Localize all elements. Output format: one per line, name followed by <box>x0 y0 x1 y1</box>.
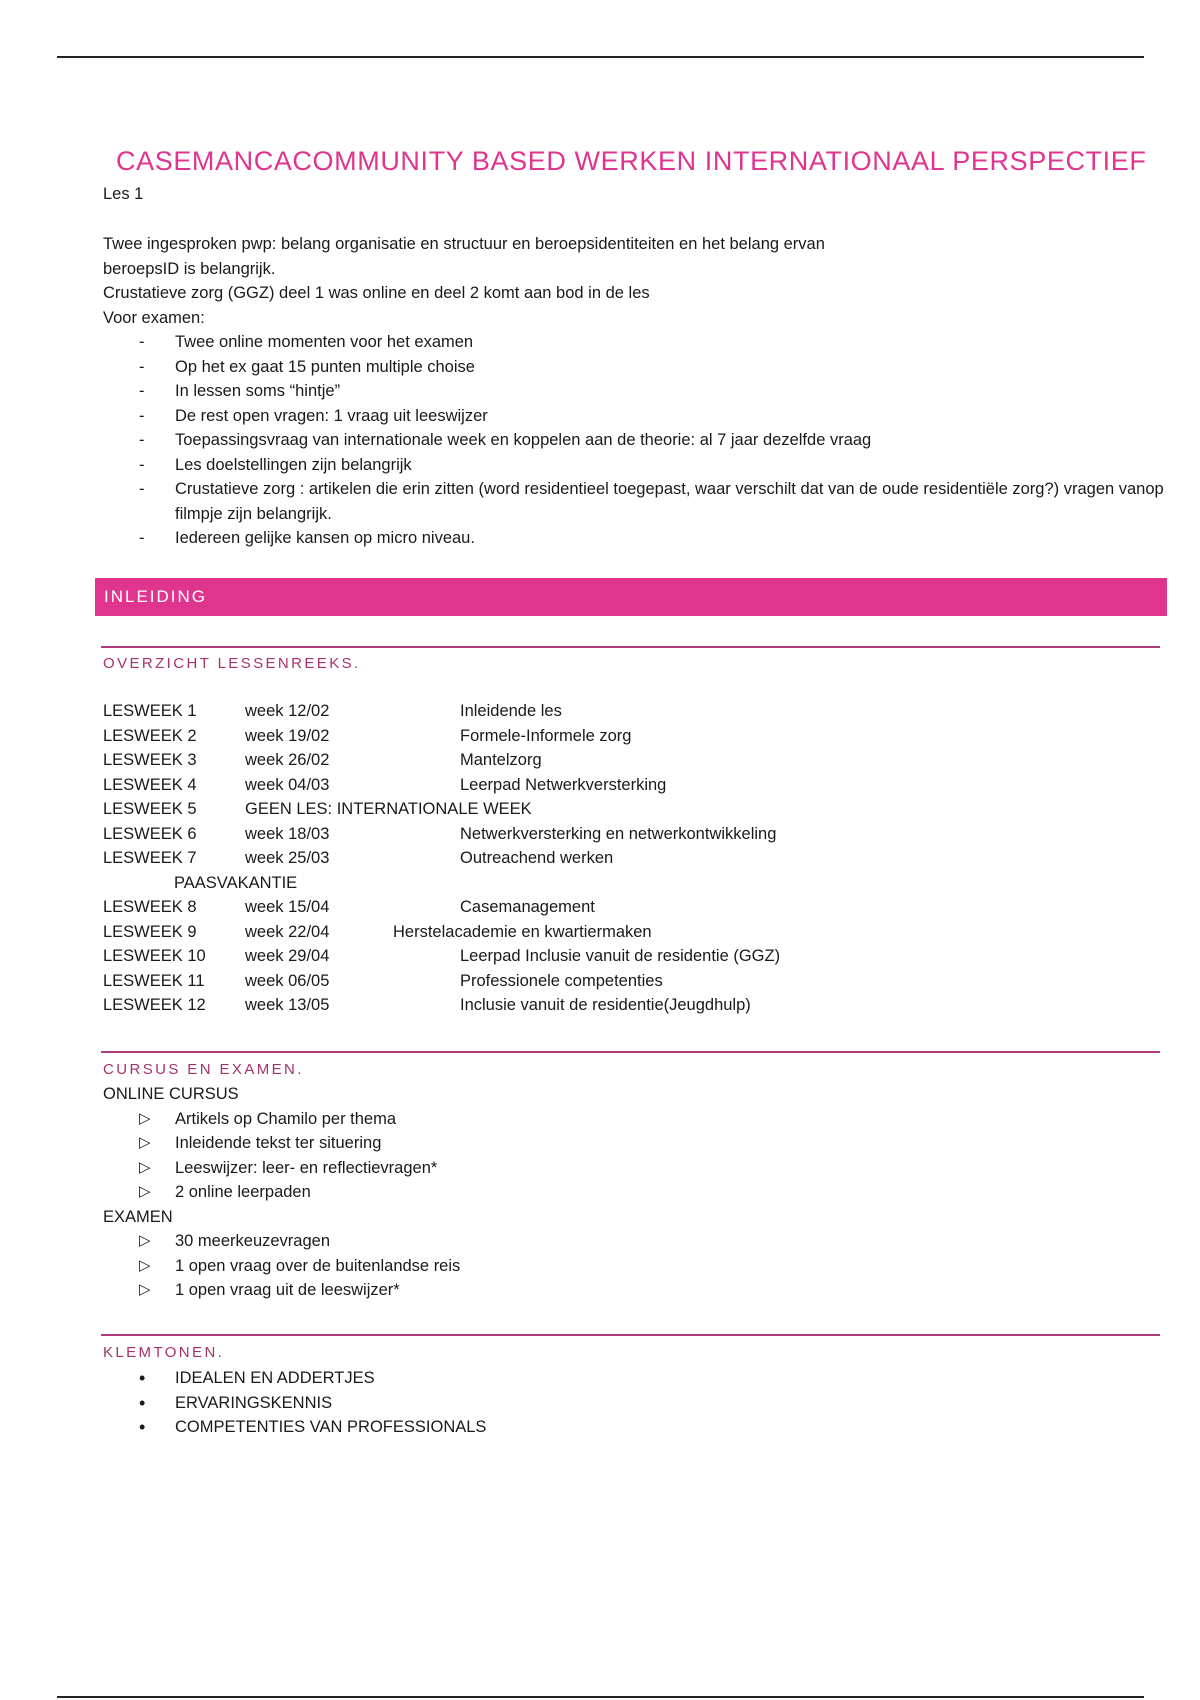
list-item: - Toepassingsvraag van internationale week en koppelen aan de theorie: al 7 jaar dezelfde vraag <box>103 428 1175 453</box>
list-item: • IDEALEN EN ADDERTJES <box>103 1366 486 1391</box>
triangle-arrow-icon: ▷ <box>139 1256 151 1274</box>
klemtonen-block <box>103 1366 486 1440</box>
lesson-label: Les 1 <box>103 185 144 203</box>
section-heading-overzicht: OVERZICHT LESSENREEKS. <box>103 655 361 672</box>
dash-marker: - <box>139 357 145 376</box>
triangle-arrow-icon: ▷ <box>139 1281 151 1298</box>
intro-text <box>103 232 1164 551</box>
section-rule <box>101 1334 1160 1336</box>
dash-marker: - <box>139 431 145 449</box>
list-item: - Les doelstellingen zijn belangrijk <box>103 453 1175 478</box>
dash-marker: - <box>139 480 145 498</box>
list-item: ▷ 2 online leerpaden <box>103 1180 460 1205</box>
list-item: - Op het ex gaat 15 punten multiple choise <box>103 355 1175 380</box>
section-rule <box>101 646 1160 648</box>
course-block <box>103 1082 460 1303</box>
dash-marker: - <box>139 406 145 425</box>
section-banner-inleiding: INLEIDING <box>95 578 1167 616</box>
section-heading-klemtonen: KLEMTONEN. <box>103 1344 225 1361</box>
list-item: - Crustatieve zorg : artikelen die erin zitten (word residentieel toegepast, waar verschilt dat van de oude residentiële zorg?) vragen vanop filmpje zijn belangrijk. <box>103 477 1175 526</box>
bullet-icon: • <box>139 1392 146 1413</box>
intro-line: Voor examen: <box>103 308 205 327</box>
triangle-arrow-icon: ▷ <box>139 1134 151 1151</box>
klemtonen-list <box>103 1366 486 1440</box>
triangle-arrow-icon: ▷ <box>139 1158 151 1176</box>
online-course-label: ONLINE CURSUS <box>103 1085 239 1103</box>
document-title: CASEMANCACOMMUNITY BASED WERKEN INTERNATIONAAL PERSPECTIEF <box>116 146 1147 176</box>
list-item: ▷ Leeswijzer: leer- en reflectievragen* <box>103 1156 460 1181</box>
section-rule <box>101 1051 1160 1053</box>
triangle-arrow-icon: ▷ <box>139 1183 151 1200</box>
triangle-arrow-icon: ▷ <box>139 1232 151 1249</box>
intro-line: beroepsID is belangrijk. <box>103 259 276 278</box>
intro-line: Crustatieve zorg (GGZ) deel 1 was online en deel 2 komt aan bod in de les <box>103 284 650 302</box>
list-item: ▷ Artikels op Chamilo per thema <box>103 1107 460 1132</box>
dash-marker: - <box>139 382 145 400</box>
list-item: ▷ 1 open vraag uit de leeswijzer* <box>103 1278 460 1303</box>
triangle-arrow-icon: ▷ <box>139 1109 151 1127</box>
list-item: ▷ Inleidende tekst ter situering <box>103 1131 460 1156</box>
list-item: ▷ 1 open vraag over de buitenlandse reis <box>103 1254 460 1279</box>
list-item: ▷ 30 meerkeuzevragen <box>103 1229 460 1254</box>
list-item: • ERVARINGSKENNIS <box>103 1391 486 1416</box>
exam-label: EXAMEN <box>103 1207 173 1226</box>
list-item: - Iedereen gelijke kansen op micro niveau. <box>103 526 1175 551</box>
list-item: - Twee online momenten voor het examen <box>103 330 1175 355</box>
bullet-icon: • <box>139 1368 146 1388</box>
dash-marker: - <box>139 333 145 351</box>
exam-points-list <box>103 330 1164 551</box>
section-heading-cursus: CURSUS EN EXAMEN. <box>103 1061 304 1078</box>
page-bottom-rule <box>57 1696 1144 1698</box>
bullet-icon: • <box>139 1417 146 1437</box>
dash-marker: - <box>139 529 145 547</box>
list-item: - De rest open vragen: 1 vraag uit leeswijzer <box>103 404 1175 429</box>
intro-line: Twee ingesproken pwp: belang organisatie en structuur en beroepsidentiteiten en het belang ervan <box>103 235 825 253</box>
online-course-list <box>103 1107 460 1205</box>
page-top-rule <box>57 56 1144 58</box>
dash-marker: - <box>139 455 145 474</box>
list-item: - In lessen soms “hintje” <box>103 379 1175 404</box>
exam-list <box>103 1229 460 1303</box>
list-item: • COMPETENTIES VAN PROFESSIONALS <box>103 1415 486 1440</box>
